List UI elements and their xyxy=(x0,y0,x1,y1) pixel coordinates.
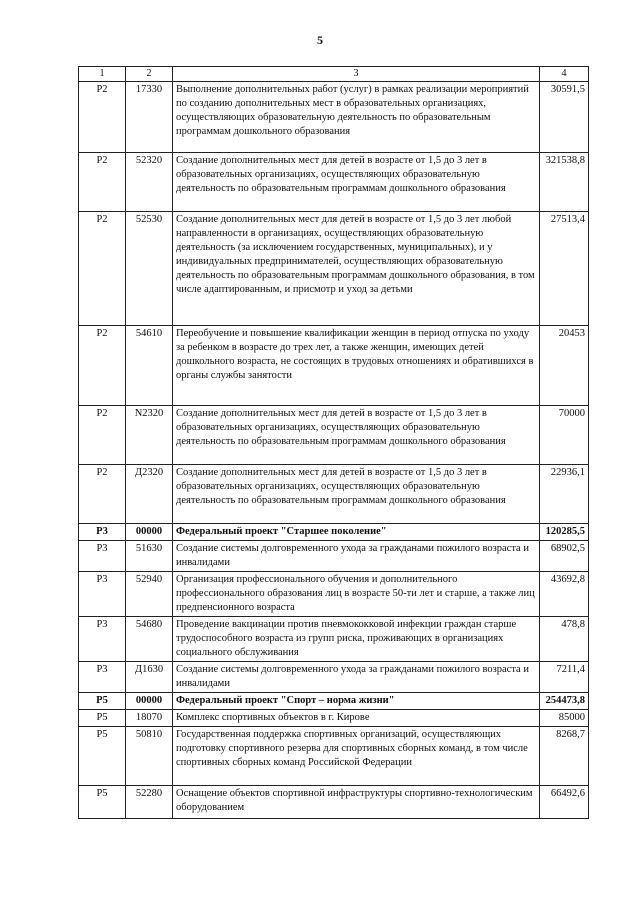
description-cell: Переобучение и повышение квалификации женщин в период отпуска по уходу за ребенком в возрасте до трех лет, а также женщин, имеющих детей дошкольного возраста, не состоящих в трудовых отношениях и обратившихся в органы службы занятости xyxy=(173,326,540,406)
section-code-cell: Р3 xyxy=(79,572,126,617)
amount-cell: 478,8 xyxy=(540,617,589,662)
description-cell: Создание дополнительных мест для детей в возрасте от 1,5 до 3 лет в образовательных организациях, осуществляющих образовательную деятельность по образовательным программам дошкольного образования xyxy=(173,465,540,524)
item-code-cell: 52940 xyxy=(126,572,173,617)
amount-cell: 20453 xyxy=(540,326,589,406)
item-code-cell: 50810 xyxy=(126,727,173,786)
description-cell: Федеральный проект "Старшее поколение" xyxy=(173,524,540,541)
table-row xyxy=(79,572,589,617)
table-row xyxy=(79,710,589,727)
section-code-cell: Р5 xyxy=(79,786,126,819)
description-cell: Проведение вакцинации против пневмококковой инфекции граждан старше трудоспособного возраста из групп риска, проживающих в организациях социального обслуживания xyxy=(173,617,540,662)
item-code-cell: Д2320 xyxy=(126,465,173,524)
table-header-row xyxy=(79,67,589,82)
amount-cell: 68902,5 xyxy=(540,541,589,572)
description-cell: Оснащение объектов спортивной инфраструктуры спортивно-технологическим оборудованием xyxy=(173,786,540,819)
description-cell: Создание дополнительных мест для детей в возрасте от 1,5 до 3 лет любой направленности в организациях, осуществляющих образовательную деятельность (за исключением государственных, муниципальных), и у индивидуальных предпринимателей, осуществляющих образовательную деятельность по образовательным программам дошкольного образования, в том числе адаптированным, и присмотр и уход за детьми xyxy=(173,212,540,326)
table-row xyxy=(79,662,589,693)
description-cell: Государственная поддержка спортивных организаций, осуществляющих подготовку спортивного резерва для спортивных сборных команд, в том числе спортивных сборных команд Российской Федерации xyxy=(173,727,540,786)
amount-cell: 30591,5 xyxy=(540,82,589,153)
item-code-cell: N2320 xyxy=(126,406,173,465)
description-cell: Комплекс спортивных объектов в г. Кирове xyxy=(173,710,540,727)
item-code-cell: 52530 xyxy=(126,212,173,326)
item-code-cell: 51630 xyxy=(126,541,173,572)
description-cell: Создание системы долговременного ухода за гражданами пожилого возраста и инвалидами xyxy=(173,662,540,693)
amount-cell: 43692,8 xyxy=(540,572,589,617)
amount-cell: 321538,8 xyxy=(540,153,589,212)
header-col-2: 2 xyxy=(126,67,173,82)
amount-cell: 7211,4 xyxy=(540,662,589,693)
section-code-cell: Р2 xyxy=(79,82,126,153)
section-code-cell: Р2 xyxy=(79,153,126,212)
table-row xyxy=(79,727,589,786)
amount-cell: 254473,8 xyxy=(540,693,589,710)
table-row xyxy=(79,786,589,819)
amount-cell: 120285,5 xyxy=(540,524,589,541)
table-row xyxy=(79,82,589,153)
section-code-cell: Р3 xyxy=(79,662,126,693)
section-code-cell: Р5 xyxy=(79,710,126,727)
section-code-cell: Р2 xyxy=(79,406,126,465)
item-code-cell: Д1630 xyxy=(126,662,173,693)
section-code-cell: Р5 xyxy=(79,693,126,710)
item-code-cell: 18070 xyxy=(126,710,173,727)
table-row xyxy=(79,406,589,465)
amount-cell: 85000 xyxy=(540,710,589,727)
amount-cell: 8268,7 xyxy=(540,727,589,786)
item-code-cell: 52280 xyxy=(126,786,173,819)
section-code-cell: Р2 xyxy=(79,326,126,406)
table-row xyxy=(79,541,589,572)
table-row xyxy=(79,212,589,326)
table-row-section xyxy=(79,693,589,710)
description-cell: Создание системы долговременного ухода за гражданами пожилого возраста и инвалидами xyxy=(173,541,540,572)
item-code-cell: 52320 xyxy=(126,153,173,212)
item-code-cell: 00000 xyxy=(126,693,173,710)
table-row xyxy=(79,465,589,524)
description-cell: Организация профессионального обучения и дополнительного профессионального образования лиц в возрасте 50-ти лет и старше, а также лиц предпенсионного возраста xyxy=(173,572,540,617)
table-row xyxy=(79,153,589,212)
table-row xyxy=(79,617,589,662)
item-code-cell: 54610 xyxy=(126,326,173,406)
section-code-cell: Р5 xyxy=(79,727,126,786)
description-cell: Федеральный проект "Спорт – норма жизни" xyxy=(173,693,540,710)
table-row xyxy=(79,326,589,406)
budget-table xyxy=(78,66,589,819)
header-col-1: 1 xyxy=(79,67,126,82)
item-code-cell: 17330 xyxy=(126,82,173,153)
amount-cell: 66492,6 xyxy=(540,786,589,819)
item-code-cell: 00000 xyxy=(126,524,173,541)
description-cell: Создание дополнительных мест для детей в возрасте от 1,5 до 3 лет в образовательных организациях, осуществляющих образовательную деятельность по образовательным программам дошкольного образования xyxy=(173,406,540,465)
section-code-cell: Р3 xyxy=(79,617,126,662)
amount-cell: 22936,1 xyxy=(540,465,589,524)
page-number: 5 xyxy=(317,33,323,47)
amount-cell: 27513,4 xyxy=(540,212,589,326)
section-code-cell: Р3 xyxy=(79,524,126,541)
table-row-section xyxy=(79,524,589,541)
description-cell: Выполнение дополнительных работ (услуг) в рамках реализации мероприятий по созданию дополнительных мест в образовательных организациях, осуществляющих образовательную деятельность по образовательным программам дошкольного образования xyxy=(173,82,540,153)
header-col-3: 3 xyxy=(173,67,540,82)
amount-cell: 70000 xyxy=(540,406,589,465)
description-cell: Создание дополнительных мест для детей в возрасте от 1,5 до 3 лет в образовательных организациях, осуществляющих образовательную деятельность по образовательным программам дошкольного образования xyxy=(173,153,540,212)
item-code-cell: 54680 xyxy=(126,617,173,662)
section-code-cell: Р2 xyxy=(79,465,126,524)
section-code-cell: Р3 xyxy=(79,541,126,572)
section-code-cell: Р2 xyxy=(79,212,126,326)
header-col-4: 4 xyxy=(540,67,589,82)
